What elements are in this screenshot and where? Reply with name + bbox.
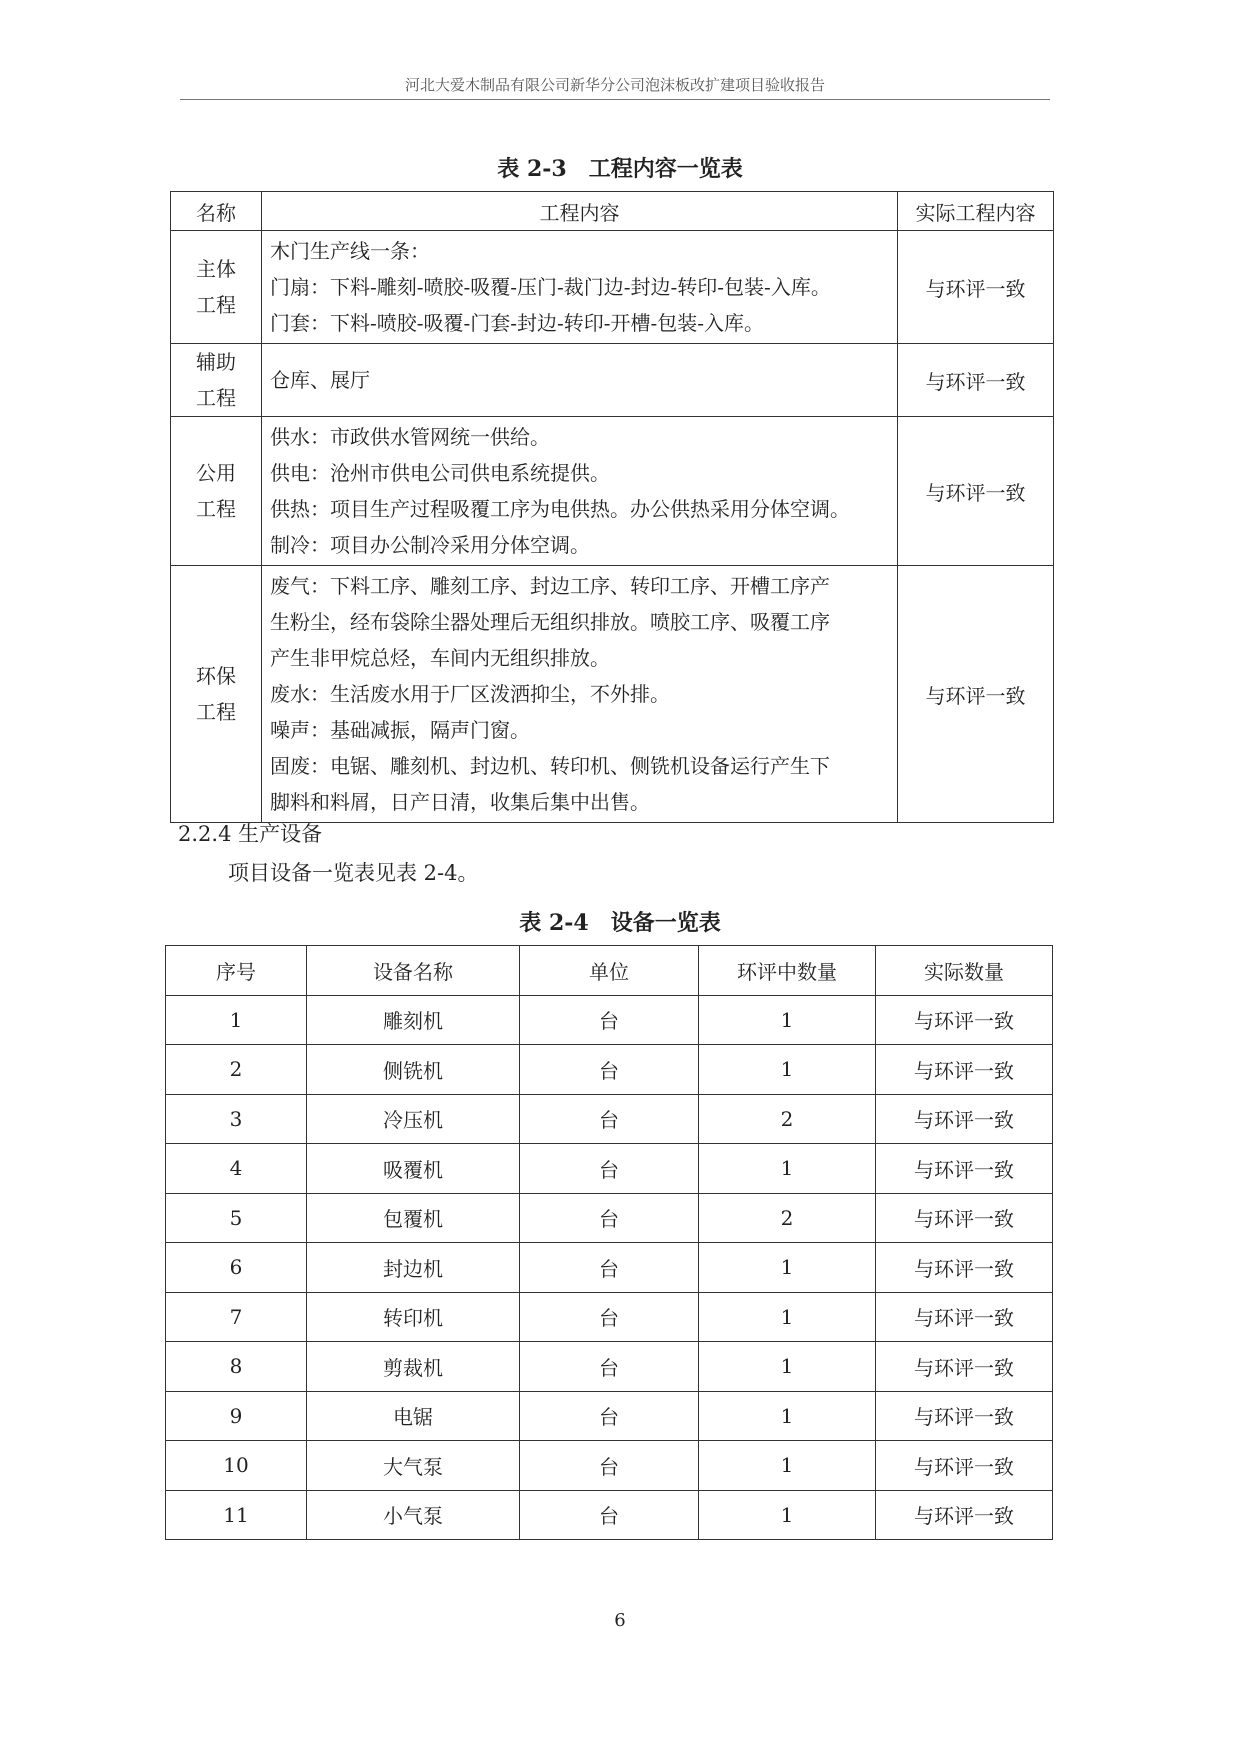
cell-index: 6 (166, 1243, 307, 1293)
cell-actual-quantity: 与环评一致 (876, 1490, 1053, 1540)
header-cell-actual-quantity: 实际数量 (876, 946, 1053, 996)
cell-actual-quantity: 与环评一致 (876, 1243, 1053, 1293)
table-row (166, 1243, 1053, 1293)
row-actual-cell: 与环评一致 (898, 566, 1054, 823)
table-2-3 (170, 191, 1054, 823)
cell-index: 1 (166, 995, 307, 1045)
cell-index: 5 (166, 1193, 307, 1243)
table-row (171, 417, 1054, 566)
header-cell-actual: 实际工程内容 (898, 192, 1054, 231)
row-name-line: 公用 (196, 461, 236, 485)
cell-actual-quantity: 与环评一致 (876, 1144, 1053, 1194)
cell-eia-quantity: 1 (699, 995, 876, 1045)
cell-eia-quantity: 1 (699, 1243, 876, 1293)
cell-eia-quantity: 2 (699, 1094, 876, 1144)
cell-unit: 台 (520, 1391, 699, 1441)
row-name-line: 主体 (196, 257, 236, 281)
cell-actual-quantity: 与环评一致 (876, 1292, 1053, 1342)
row-content-line: 生粉尘，经布袋除尘器处理后无组织排放。喷胶工序、吸覆工序 (270, 610, 830, 634)
row-content-line: 木门生产线一条： (270, 239, 430, 263)
table-header-row (171, 192, 1054, 231)
table-row (166, 1045, 1053, 1095)
table-2-3-title: 工程内容一览表 (588, 156, 743, 182)
cell-index: 3 (166, 1094, 307, 1144)
header-cell-device-name: 设备名称 (307, 946, 520, 996)
row-name-line: 环保 (196, 664, 236, 688)
table-row (171, 566, 1054, 823)
table-row (166, 1342, 1053, 1392)
cell-unit: 台 (520, 1490, 699, 1540)
row-name-cell (171, 231, 262, 344)
cell-device-name: 剪裁机 (307, 1342, 520, 1392)
cell-unit: 台 (520, 1292, 699, 1342)
cell-unit: 台 (520, 1193, 699, 1243)
header-cell-index: 序号 (166, 946, 307, 996)
cell-eia-quantity: 1 (699, 1045, 876, 1095)
table-row (166, 1441, 1053, 1491)
row-content-line: 废气：下料工序、雕刻工序、封边工序、转印工序、开槽工序产 (270, 574, 830, 598)
row-content-line: 噪声：基础减振，隔声门窗。 (270, 718, 530, 742)
cell-actual-quantity: 与环评一致 (876, 1193, 1053, 1243)
table-row (166, 1144, 1053, 1194)
row-content-line: 门套：下料-喷胶-吸覆-门套-封边-转印-开槽-包装-入库。 (270, 311, 765, 335)
cell-unit: 台 (520, 1094, 699, 1144)
row-content-line: 供电：沧州市供电公司供电系统提供。 (270, 461, 610, 485)
cell-eia-quantity: 1 (699, 1391, 876, 1441)
table-row (166, 1391, 1053, 1441)
table-2-3-number: 表 2-3 (497, 156, 567, 182)
section-heading: 2.2.4 生产设备 (178, 822, 323, 846)
table-2-4-body (166, 995, 1053, 1540)
cell-actual-quantity: 与环评一致 (876, 1045, 1053, 1095)
cell-device-name: 转印机 (307, 1292, 520, 1342)
row-actual-cell: 与环评一致 (898, 417, 1054, 566)
cell-actual-quantity: 与环评一致 (876, 1342, 1053, 1392)
cell-device-name: 大气泵 (307, 1441, 520, 1491)
row-content-line: 门扇：下料-雕刻-喷胶-吸覆-压门-裁门边-封边-转印-包装-入库。 (270, 275, 831, 299)
row-content-line: 固废：电锯、雕刻机、封边机、转印机、侧铣机设备运行产生下 (270, 754, 830, 778)
header-cell-name: 名称 (171, 192, 262, 231)
table-row (166, 1292, 1053, 1342)
table-row (166, 1490, 1053, 1540)
row-name-line: 辅助 (196, 350, 236, 374)
table-2-4-caption (0, 906, 1240, 937)
cell-unit: 台 (520, 1243, 699, 1293)
cell-unit: 台 (520, 1045, 699, 1095)
cell-eia-quantity: 2 (699, 1193, 876, 1243)
table-2-4-number: 表 2-4 (519, 910, 589, 936)
cell-eia-quantity: 1 (699, 1342, 876, 1392)
cell-unit: 台 (520, 1342, 699, 1392)
table-2-3-caption (0, 152, 1240, 183)
section-paragraph: 项目设备一览表见表 2-4。 (228, 861, 479, 885)
cell-actual-quantity: 与环评一致 (876, 1391, 1053, 1441)
row-name-line: 工程 (196, 293, 236, 317)
cell-eia-quantity: 1 (699, 1292, 876, 1342)
table-row (166, 1094, 1053, 1144)
table-row (171, 344, 1054, 417)
table-row (166, 995, 1053, 1045)
row-content-line: 脚料和料屑，日产日清，收集后集中出售。 (270, 790, 650, 814)
cell-eia-quantity: 1 (699, 1144, 876, 1194)
header-cell-eia-quantity: 环评中数量 (699, 946, 876, 996)
table-2-4 (165, 945, 1053, 1540)
cell-actual-quantity: 与环评一致 (876, 1094, 1053, 1144)
cell-device-name: 包覆机 (307, 1193, 520, 1243)
row-name-line: 工程 (196, 386, 236, 410)
cell-device-name: 封边机 (307, 1243, 520, 1293)
table-row (166, 1193, 1053, 1243)
row-name-line: 工程 (196, 700, 236, 724)
row-name-cell (171, 344, 262, 417)
cell-eia-quantity: 1 (699, 1441, 876, 1491)
cell-index: 9 (166, 1391, 307, 1441)
page-number: 6 (614, 1610, 626, 1631)
row-actual-cell: 与环评一致 (898, 344, 1054, 417)
row-actual-cell: 与环评一致 (898, 231, 1054, 344)
cell-unit: 台 (520, 1441, 699, 1491)
cell-index: 11 (166, 1490, 307, 1540)
cell-index: 4 (166, 1144, 307, 1194)
row-name-cell (171, 566, 262, 823)
table-2-4-title: 设备一览表 (610, 910, 721, 936)
table-header-row (166, 946, 1053, 996)
cell-index: 10 (166, 1441, 307, 1491)
cell-actual-quantity: 与环评一致 (876, 995, 1053, 1045)
cell-actual-quantity: 与环评一致 (876, 1441, 1053, 1491)
cell-device-name: 冷压机 (307, 1094, 520, 1144)
row-content-line: 供水：市政供水管网统一供给。 (270, 425, 550, 449)
cell-device-name: 侧铣机 (307, 1045, 520, 1095)
row-content-line: 制冷：项目办公制冷采用分体空调。 (270, 533, 590, 557)
cell-device-name: 电锯 (307, 1391, 520, 1441)
cell-device-name: 雕刻机 (307, 995, 520, 1045)
row-content-cell (262, 417, 898, 566)
cell-device-name: 吸覆机 (307, 1144, 520, 1194)
row-content-line: 供热：项目生产过程吸覆工序为电供热。办公供热采用分体空调。 (270, 497, 850, 521)
cell-unit: 台 (520, 1144, 699, 1194)
row-content-line: 仓库、展厅 (270, 368, 370, 392)
cell-device-name: 小气泵 (307, 1490, 520, 1540)
row-name-line: 工程 (196, 497, 236, 521)
table-2-3-body (171, 231, 1054, 823)
row-content-line: 产生非甲烷总烃，车间内无组织排放。 (270, 646, 610, 670)
table-row (171, 231, 1054, 344)
cell-index: 7 (166, 1292, 307, 1342)
row-name-cell (171, 417, 262, 566)
row-content-line: 废水：生活废水用于厂区泼洒抑尘，不外排。 (270, 682, 670, 706)
cell-unit: 台 (520, 995, 699, 1045)
row-content-cell (262, 344, 898, 417)
row-content-cell (262, 566, 898, 823)
row-content-cell (262, 231, 898, 344)
cell-index: 2 (166, 1045, 307, 1095)
cell-eia-quantity: 1 (699, 1490, 876, 1540)
cell-index: 8 (166, 1342, 307, 1392)
header-cell-unit: 单位 (520, 946, 699, 996)
running-header: 河北大爱木制品有限公司新华分公司泡沫板改扩建项目验收报告 (180, 74, 1050, 100)
header-cell-content: 工程内容 (262, 192, 898, 231)
